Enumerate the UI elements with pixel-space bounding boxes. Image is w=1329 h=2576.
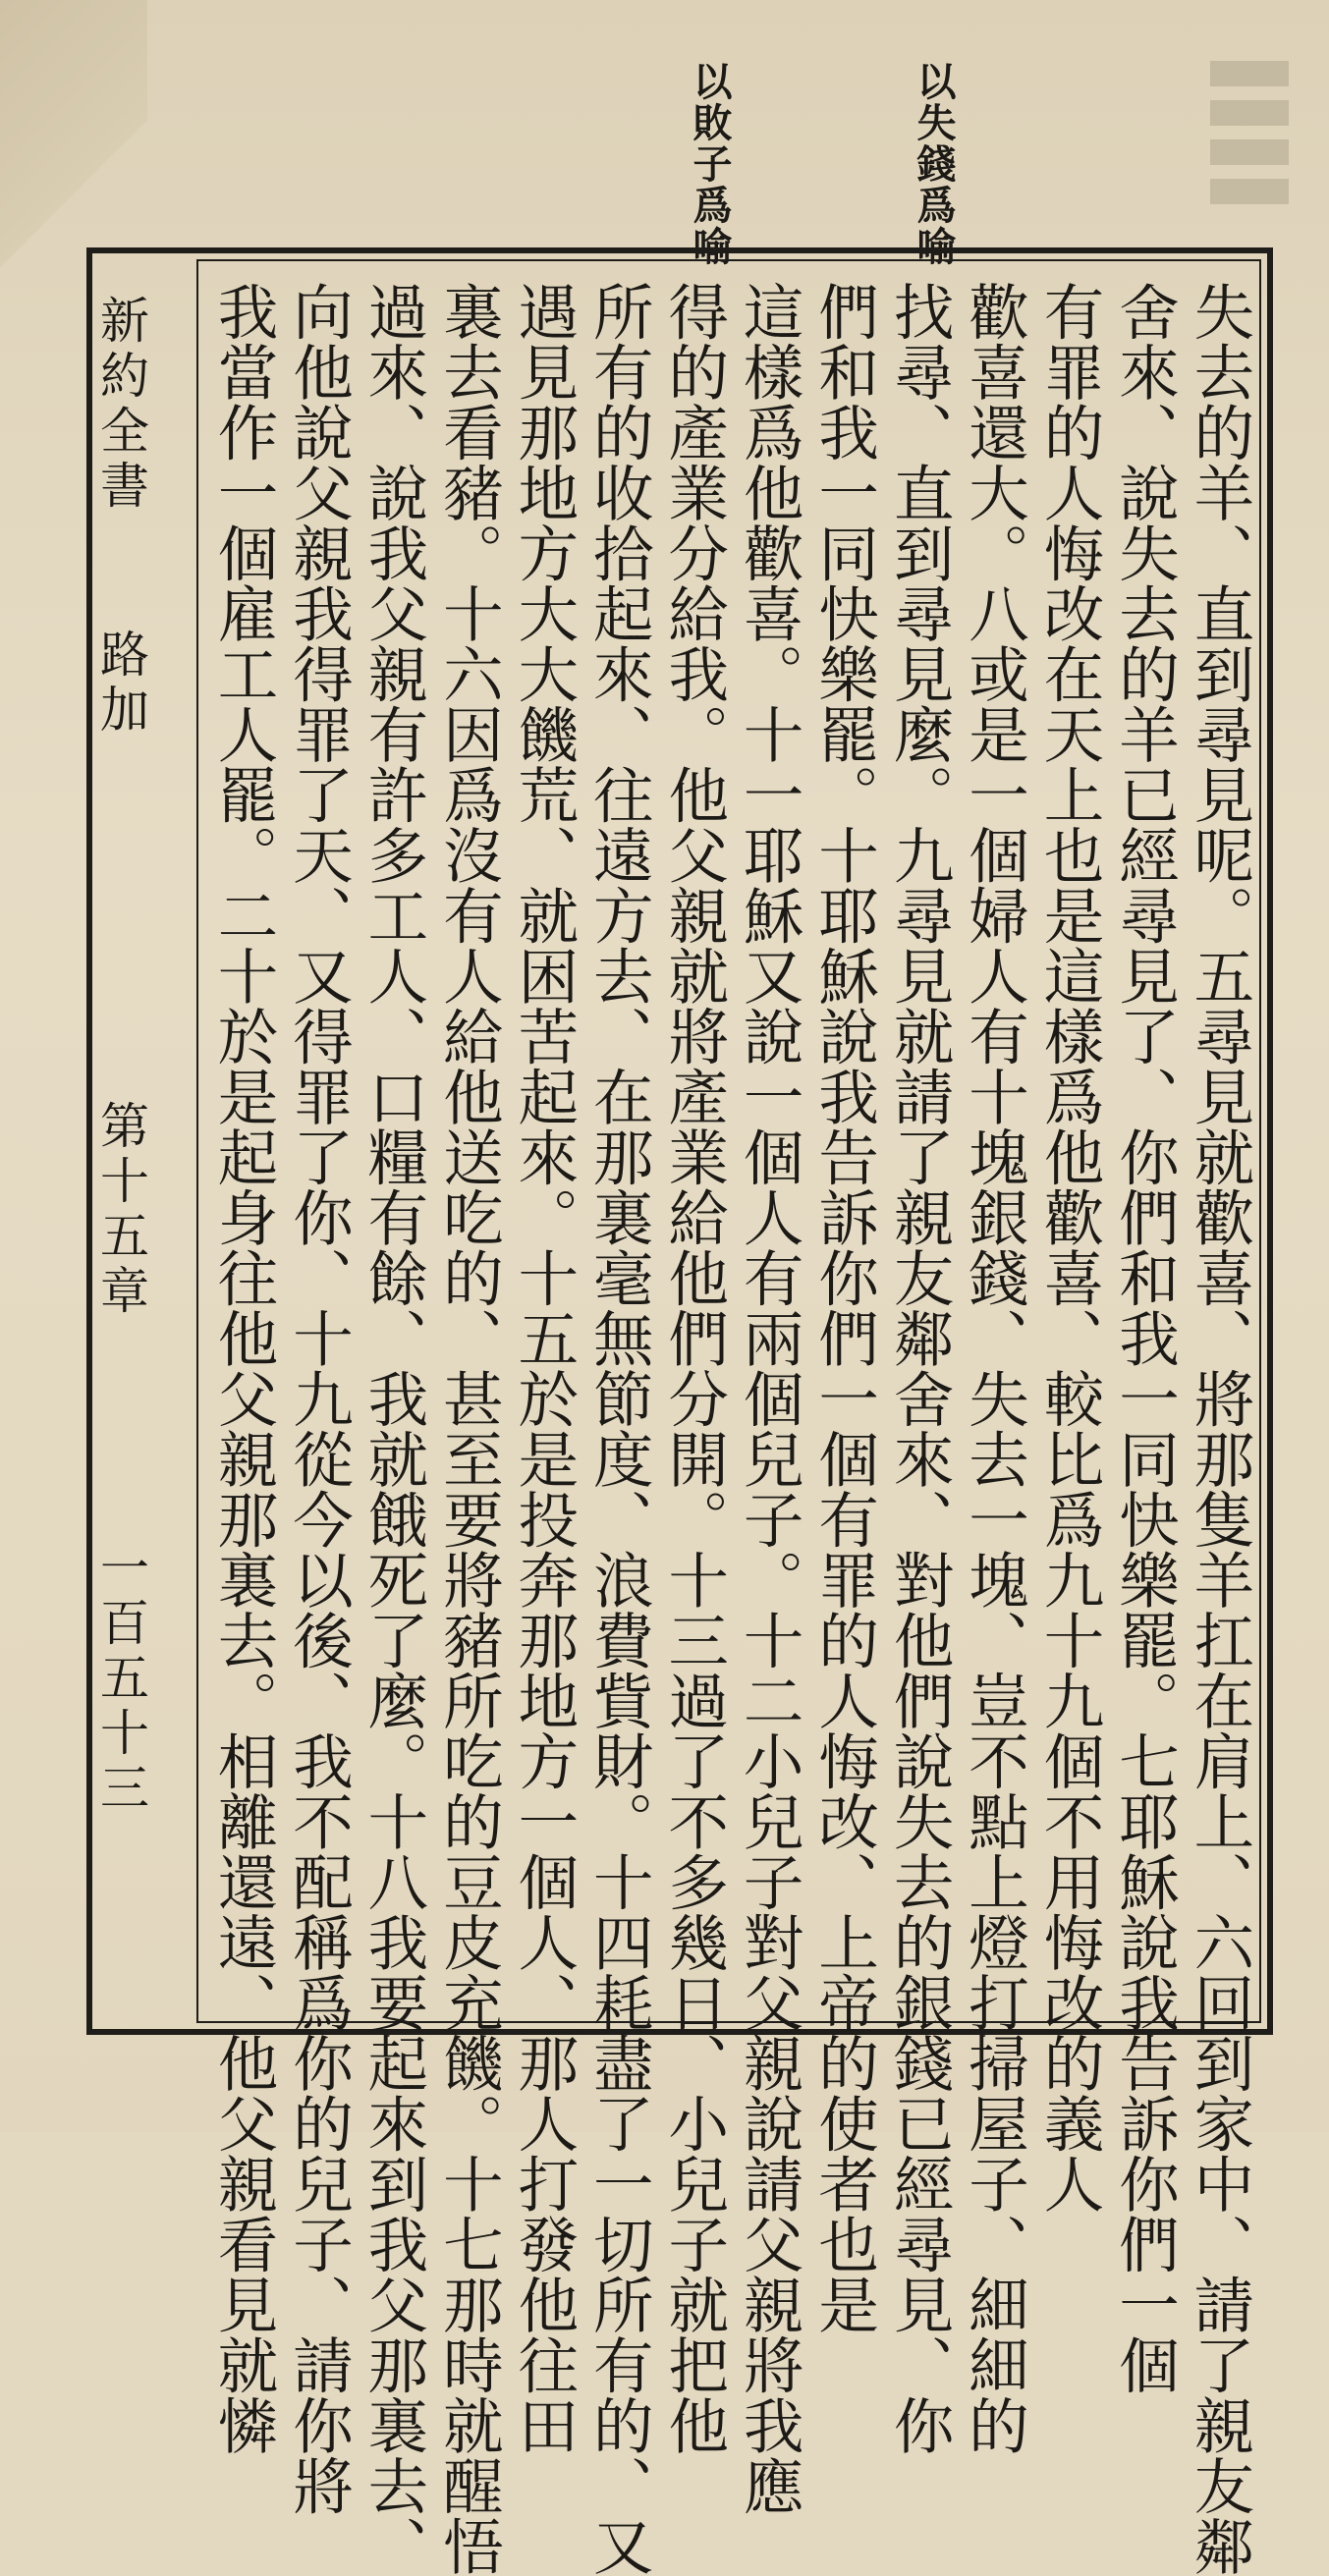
- margin-note-prodigal-son: 以敗子爲喻: [687, 61, 733, 267]
- text-line: 歡喜還大。八或是一個婦人有十塊銀錢、失去一塊、豈不點上燈打掃屋子、細細的: [958, 281, 1029, 2455]
- text-line: 失去的羊、直到尋見呢。五尋見就歡喜、將那隻羊扛在肩上、六回到家中、請了親友鄰: [1183, 281, 1254, 2576]
- text-line: 們和我一同快樂罷。十耶穌說我告訴你們一個有罪的人悔改、上帝的使者也是: [807, 281, 879, 2334]
- text-line: 得的產業分給我。他父親就將產業給他們分開。十三過了不多幾日、小兒子就把他: [657, 281, 729, 2455]
- text-line: 有罪的人悔改在天上也是這樣爲他歡喜、較比爲九十九個不用悔改的義人: [1032, 281, 1104, 2214]
- chapter-label: 第十五章: [92, 1100, 149, 1320]
- margin-note-lost-coin: 以失錢爲喻: [911, 61, 957, 267]
- text-line: 向他說父親我得罪了天、又得罪了你、十九從今以後、我不配稱爲你的兒子、請你將: [282, 281, 354, 2516]
- text-line: 找尋、直到尋見麼。九尋見就請了親友鄰舍來、對他們說失去的銀錢已經尋見、你: [883, 281, 955, 2455]
- page-number: 一百五十三: [92, 1542, 149, 1817]
- text-line: 裏去看豬。十六因爲沒有人給他送吃的、甚至要將豬所吃的豆皮充饑。十七那時就醒悟: [432, 281, 504, 2576]
- text-line: 遇見那地方大大饑荒、就困苦起來。十五於是投奔那地方一個人、那人打發他往田: [507, 281, 579, 2455]
- text-line: 我當作一個雇工人罷。二十於是起身往他父親那裏去。相離還遠、他父親看見就憐: [207, 281, 278, 2455]
- text-line: 這樣爲他歡喜。十一耶穌又說一個人有兩個兒子。十二小兒子對父親說請父親將我應: [733, 281, 804, 2516]
- text-line: 舍來、說失去的羊已經尋見了、你們和我一同快樂罷。七耶穌說我告訴你們一個: [1108, 281, 1180, 2395]
- faint-show-through-text: [1210, 61, 1289, 208]
- gospel-name: 路加: [92, 629, 149, 739]
- running-head: [94, 295, 153, 2023]
- text-body: [207, 281, 1254, 2576]
- text-line: 所有的收拾起來、往遠方去、在那裏毫無節度、浪費貲財。十四耗盡了一切所有的、又: [582, 281, 654, 2576]
- text-line: 過來、說我父親有許多工人、口糧有餘、我就餓死了麼。十八我要起來到我父那裏去、: [357, 281, 428, 2576]
- book-title: 新約全書: [92, 295, 149, 515]
